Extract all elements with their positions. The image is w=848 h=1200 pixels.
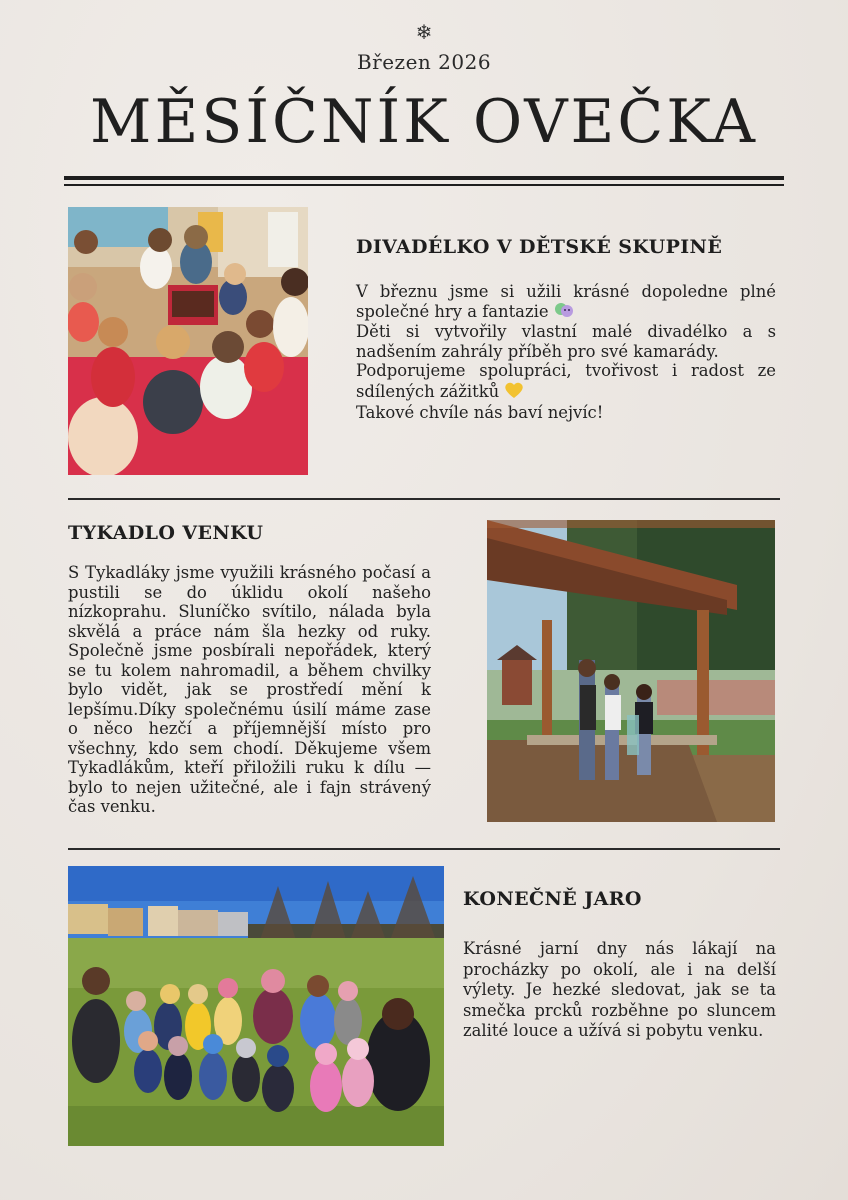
article-2-body: S Tykadláky jsme využili krásného počasí a pustili se do úklidu okolí našeho nízkoprahu. Sluníčko svítilo, nálada byla skvělá a práce nám šla hezky od ruky. Společně jsme posbírali nepořádek, který se tu kolem nahromadil, a během chvilky bylo vidět, jak se prostředí mění k lepšímu.Díky společnému úsilí máme zase o něco hezčí a příjemnější místo pro všechny, kdo sem chodí. Děkujeme všem Tykadlákům, kteří přiložili ruku k dílu — bylo to nejen užitečné, ale i fajn strávený čas venku. [68, 563, 431, 816]
article-2-photo [487, 520, 775, 822]
article-3-headline: KONEČNĚ JARO [463, 888, 642, 910]
masthead-rule-thick [64, 176, 784, 180]
article-1-line: V březnu jsme si užili krásné dopoledne plné společné hry a fantazie [356, 282, 776, 321]
theater-masks-icon [554, 302, 574, 323]
section-divider [68, 498, 780, 500]
snowflake-icon: ❄ [415, 20, 433, 44]
section-divider [68, 848, 780, 850]
article-1-body [356, 282, 776, 423]
issue-date: Březen 2026 [356, 50, 492, 74]
article-3-body: Krásné jarní dny nás lákají na procházky po okolí, ale i na delší výlety. Je hezké sledovat, jak se ta smečka prcků rozběhne po sluncem zalité louce a užívá si pobytu venku. [463, 939, 776, 1040]
article-1-line: Podporujeme spolupráci, tvořivost i radost ze sdílených zážitků [356, 361, 776, 403]
article-1-line: Takové chvíle nás baví nejvíc! [356, 403, 604, 423]
article-1-line: Děti si vytvořily vlastní malé divadélko a s nadšením zahrály příběh pro své kamarády. [356, 322, 776, 361]
newsletter-title: MĚSÍČNÍK OVEČKA [90, 87, 758, 157]
masthead-rule-thin [64, 184, 784, 186]
article-2-headline: TYKADLO VENKU [68, 522, 264, 544]
yellow-heart-icon [504, 381, 524, 404]
article-3-photo [68, 866, 444, 1146]
article-1-headline: DIVADÉLKO V DĚTSKÉ SKUPINĚ [356, 236, 723, 258]
article-1-photo [68, 207, 308, 475]
